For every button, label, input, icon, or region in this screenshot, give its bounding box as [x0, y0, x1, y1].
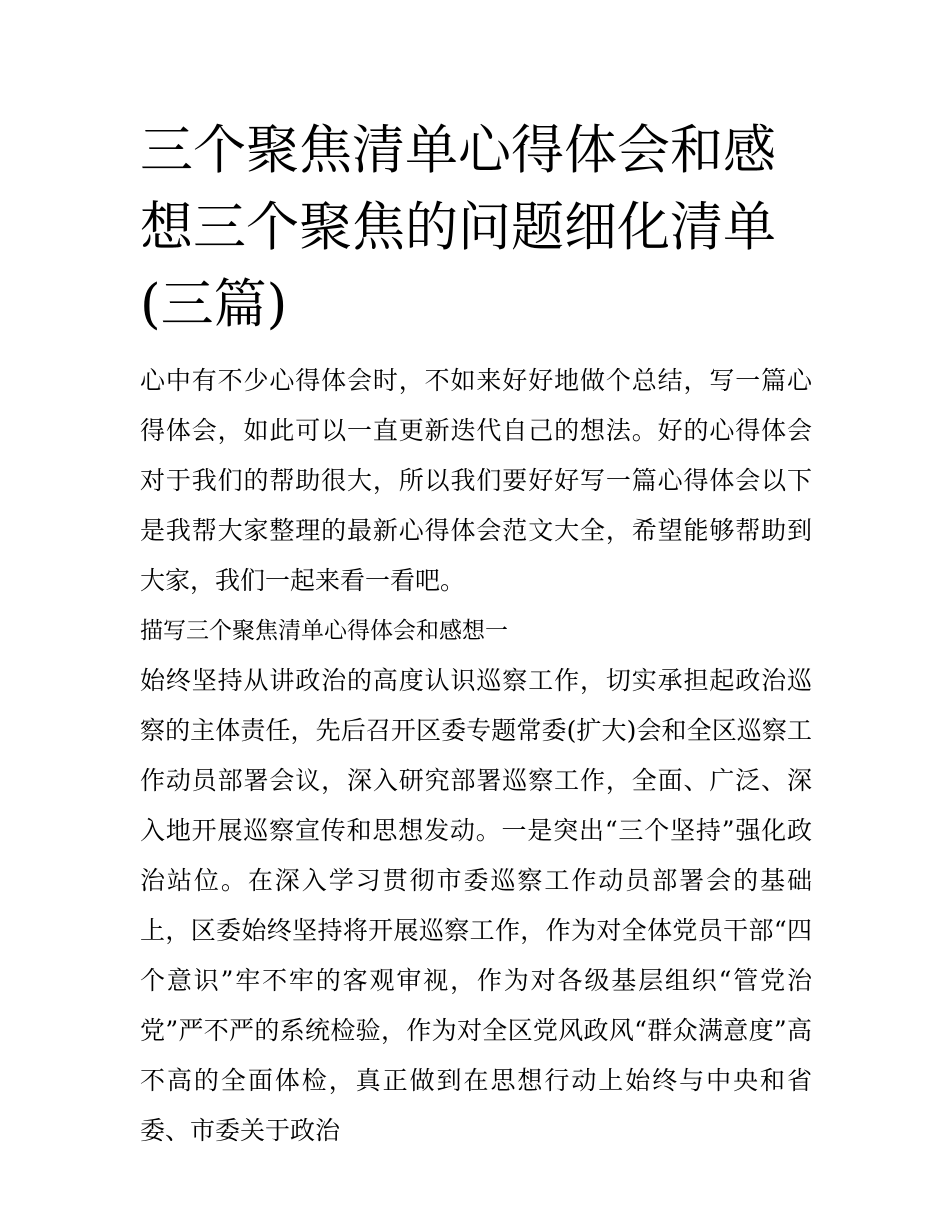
intro-paragraph: 心中有不少心得体会时，不如来好好地做个总结，写一篇心得体会，如此可以一直更新迭代自己的想法。好的心得体会对于我们的帮助很大，所以我们要好好写一篇心得体会以下是我帮大家整理的最新心得体会范文大全，希望能够帮助到大家，我们一起来看一看吧。	[140, 366, 812, 595]
body-paragraph: 始终坚持从讲政治的高度认识巡察工作，切实承担起政治巡察的主体责任，先后召开区委专题常委(扩大)会和全区巡察工作动员部署会议，深入研究部署巡察工作，全面、广泛、深入地开展巡察宣传和思想发动。一是突出“三个坚持”强化政治站位。在深入学习贯彻市委巡察工作动员部署会的基础上，区委始终坚持将开展巡察工作，作为对全体党员干部“四个意识”牢不牢的客观审视，作为对各级基层组织“管党治党”严不严的系统检验，作为对全区党风政风“群众满意度”高不高的全面体检，真正做到在思想行动上始终与中央和省委、市委关于政治	[140, 666, 812, 1145]
document-title: 三个聚焦清单心得体会和感想三个聚焦的问题细化清单(三篇)	[140, 120, 776, 335]
document-page	[140, 112, 812, 1156]
section-heading: 描写三个聚焦清单心得体会和感想一	[140, 618, 508, 644]
